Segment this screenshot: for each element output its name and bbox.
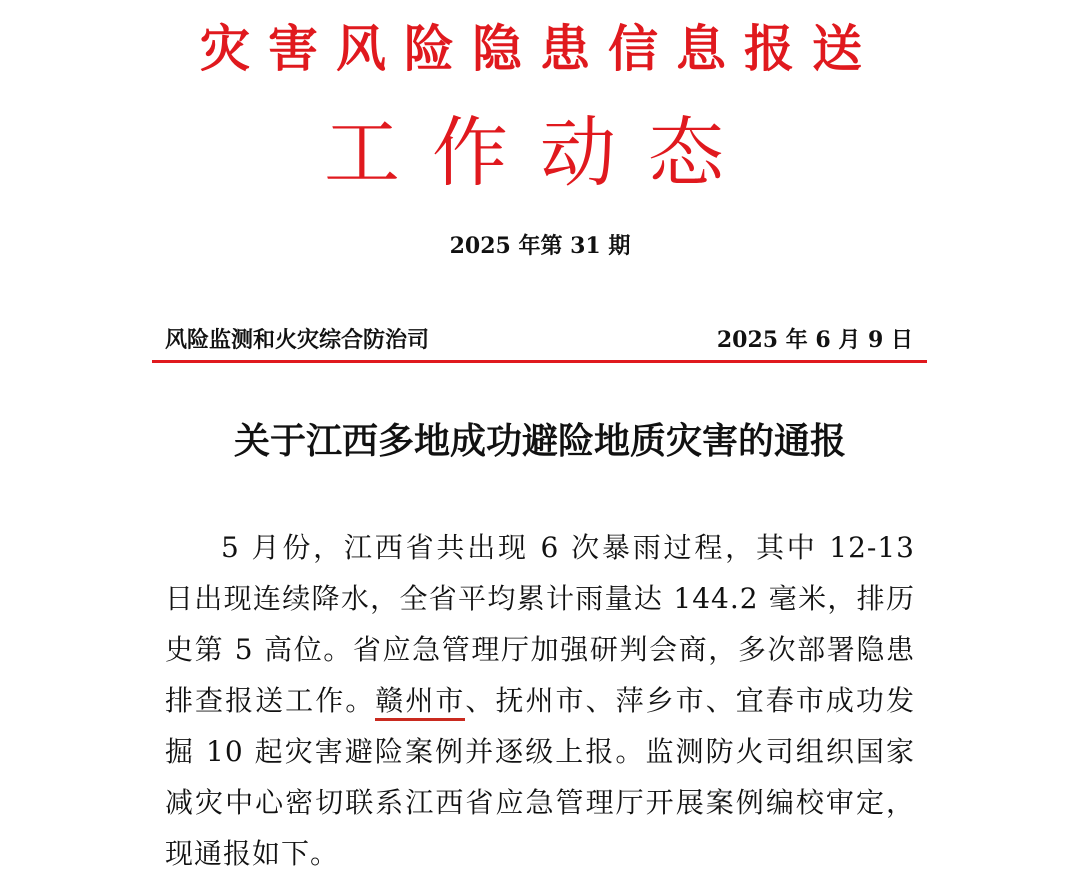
issuing-department: 风险监测和火灾综合防治司 xyxy=(165,327,430,353)
masthead-title: 灾害风险隐患信息报送 xyxy=(200,20,880,78)
body-text-part2: 、抚州市、萍乡市、宜春市成功发掘 10 起灾害避险案例并逐级上报。监测防火司组织国家减灾中心密切联系江西省应急管理厅开展案例编校审定，现通报如下。 xyxy=(165,684,915,870)
meta-row xyxy=(165,320,913,360)
document-title: 关于江西多地成功避险地质灾害的通报 xyxy=(233,420,846,462)
issue-number: 2025 年第 31 期 xyxy=(449,233,631,259)
body-paragraph xyxy=(165,522,915,879)
body-text-part1: 5 月份，江西省共出现 6 次暴雨过程，其中 12-13 日出现连续降水，全省平均累计雨量达 144.2 毫米，排历史第 5 高位。省应急管理厅加强研判会商，多次部署隐患排查报送工作。 xyxy=(165,531,915,717)
issue-date: 2025 年 6 月 9 日 xyxy=(716,327,913,353)
masthead-subtitle: 工作动态 xyxy=(324,108,756,197)
red-divider xyxy=(152,360,927,363)
underlined-city: 赣州市 xyxy=(375,684,465,721)
